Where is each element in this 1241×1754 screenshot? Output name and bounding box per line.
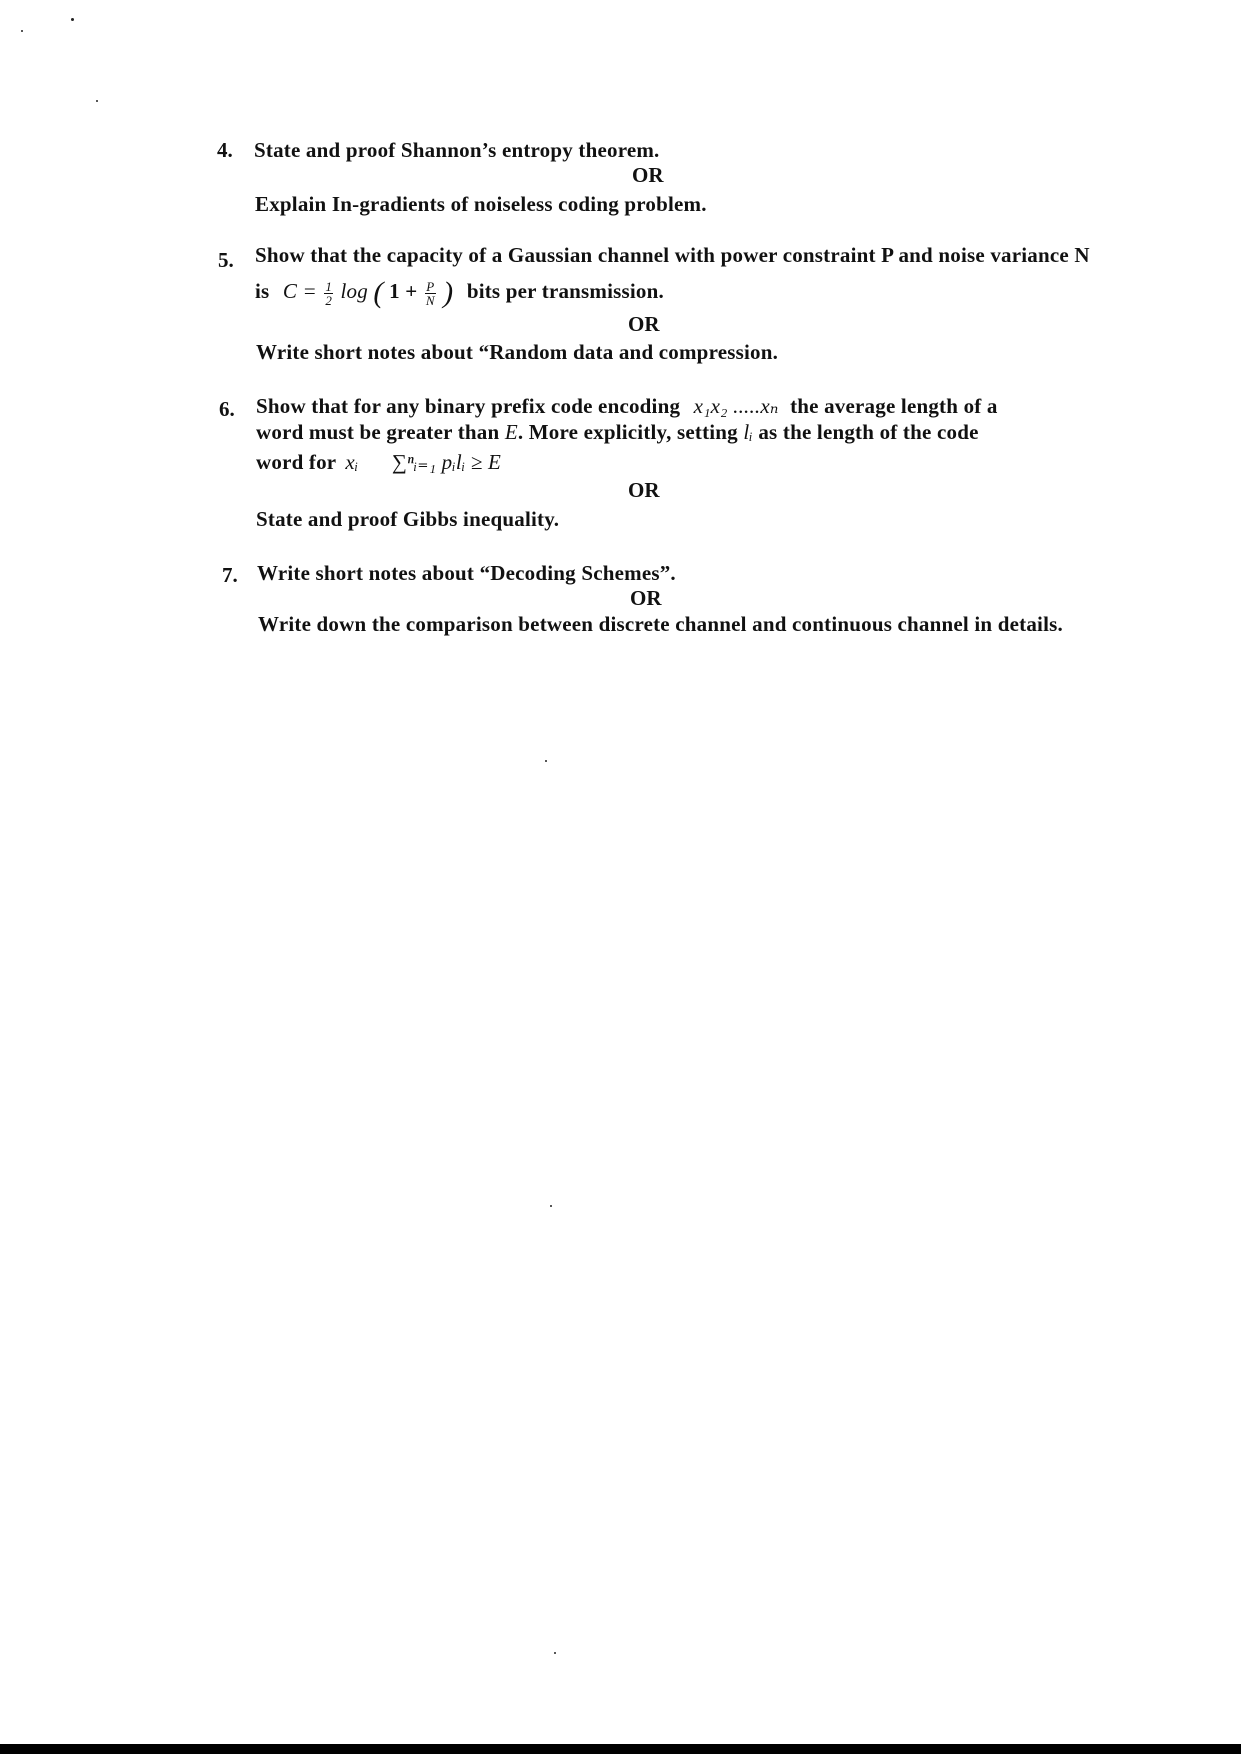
question-5-part-b: Write short notes about “Random data and compression. [256,340,779,364]
scan-speck [550,1205,552,1207]
scan-speck [96,100,98,102]
question-7-part-a: Write short notes about “Decoding Schemes”. [257,561,676,585]
question-7-number: 7. [222,563,238,587]
question-6-line2-suffix: as the length of the code [758,420,979,444]
question-5-part-a-line1: Show that the capacity of a Gaussian channel with power constraint P and noise variance N [255,243,1090,267]
formula-half-denominator: 2 [325,292,333,308]
question-6-sum-formula: ∑ⁿᵢ₌₁ pᵢlᵢ ≥ E [391,450,502,474]
question-7-part-b: Write down the comparison between discrete channel and continuous channel in details. [258,612,1063,636]
question-6-line2 [256,422,979,443]
question-6-line1-prefix: Show that for any binary prefix code encoding [256,394,681,418]
question-7-or: OR [630,586,662,610]
question-6-xi: xᵢ [345,450,359,474]
formula-n: N [425,292,435,308]
formula-p: P [426,278,435,294]
question-6-l: lᵢ [743,420,753,444]
question-6-part-b: State and proof Gibbs inequality. [256,507,560,531]
scan-bottom-edge [0,1744,1241,1754]
formula-half-fraction [324,280,333,307]
scan-speck [71,18,74,21]
formula-p-over-n [425,280,436,307]
question-6-line1 [256,396,998,417]
question-4-number: 4. [217,138,233,162]
question-5-or: OR [628,312,660,336]
question-6-or: OR [628,478,660,502]
scan-speck [21,30,23,32]
formula-half-numerator: 1 [325,278,333,294]
formula-close-paren: ) [443,276,454,309]
question-6-e: E [504,420,518,444]
question-4-or: OR [632,163,664,187]
formula-open-paren: ( [373,276,384,309]
formula-one-plus: 1 + [389,278,418,303]
scan-speck [554,1652,556,1654]
question-6-line1-suffix: the average length of a [790,394,998,418]
formula-log: log [340,278,368,303]
question-4-part-b: Explain In-gradients of noiseless coding problem. [255,192,707,216]
scan-speck [545,760,547,762]
formula-lhs: C = [282,278,317,303]
question-6-line3 [256,452,501,473]
capacity-formula [282,276,459,309]
question-5-part-a-line2 [255,278,664,308]
question-5-number: 5. [218,248,234,272]
question-6-line2-middle: . More explicitly, setting [517,420,738,444]
question-6-line2-prefix: word must be greater than [256,420,500,444]
question-6-number: 6. [219,397,235,421]
question-5-is: is [255,278,270,303]
question-5-suffix: bits per transmission. [466,278,664,303]
question-6-x-sequence: x₁x₂ .....xₙ [693,394,779,418]
question-6-line3-prefix: word for [256,450,336,474]
question-4-part-a: State and proof Shannon’s entropy theorem. [254,138,660,162]
